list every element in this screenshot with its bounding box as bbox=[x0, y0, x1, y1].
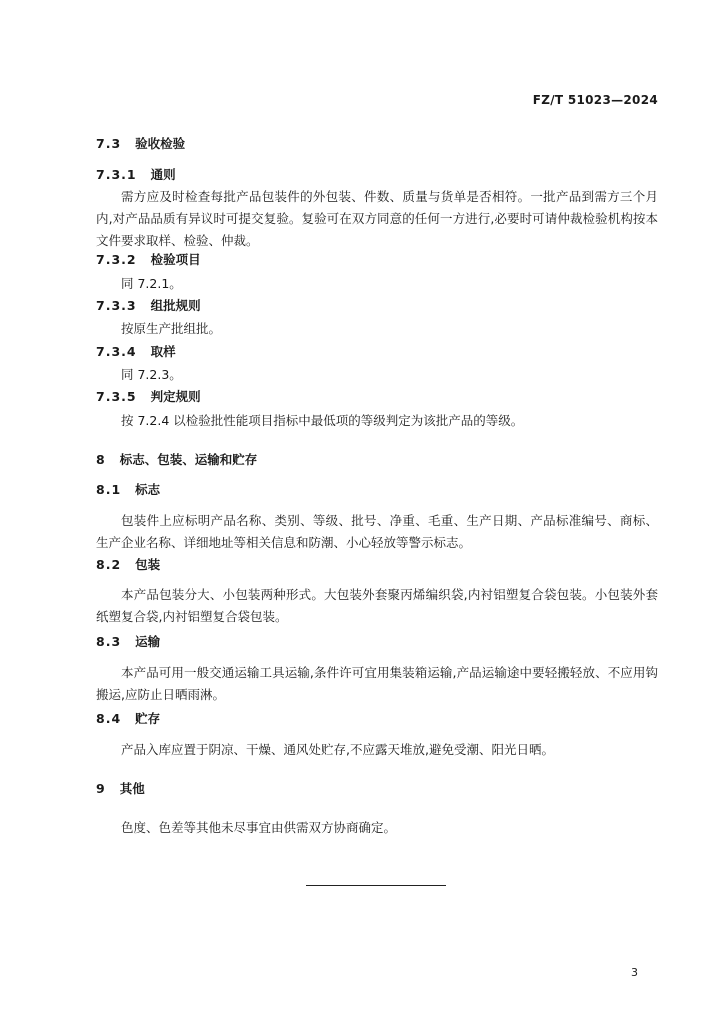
section-number: 8.4 bbox=[96, 711, 122, 726]
paragraph: 本产品包装分大、小包装两种形式。大包装外套聚丙烯编织袋,内衬铝塑复合袋包装。小包装外套纸塑复合袋,内衬铝塑复合袋包装。 bbox=[96, 587, 658, 624]
section-7-3-4-body bbox=[96, 364, 658, 386]
paragraph: 按 7.2.4 以检验批性能项目指标中最低项的等级判定为该批产品的等级。 bbox=[121, 413, 524, 428]
section-title: 组批规则 bbox=[150, 298, 201, 313]
paragraph: 色度、色差等其他未尽事宜由供需双方协商确定。 bbox=[121, 820, 397, 835]
section-number: 7.3.4 bbox=[96, 344, 137, 359]
section-8-3-heading bbox=[96, 634, 160, 650]
section-title: 验收检验 bbox=[135, 136, 186, 151]
section-number: 8.3 bbox=[96, 634, 122, 649]
section-8-1-body bbox=[96, 510, 658, 554]
section-9-body bbox=[96, 817, 658, 839]
paragraph: 产品入库应置于阴凉、干燥、通风处贮存,不应露天堆放,避免受潮、阳光日晒。 bbox=[121, 742, 554, 757]
section-8-2-heading bbox=[96, 557, 160, 573]
paragraph: 同 7.2.3。 bbox=[121, 367, 182, 382]
section-title: 标志 bbox=[135, 482, 161, 497]
section-8-4-heading bbox=[96, 711, 160, 727]
section-8-1-heading bbox=[96, 482, 160, 498]
section-title: 检验项目 bbox=[150, 252, 201, 267]
section-7-3-5-body bbox=[96, 410, 658, 432]
section-title: 标志、包装、运输和贮存 bbox=[119, 452, 258, 467]
section-title: 通则 bbox=[150, 167, 176, 182]
section-title: 包装 bbox=[135, 557, 161, 572]
section-8-2-body bbox=[96, 584, 658, 628]
section-title: 取样 bbox=[150, 344, 176, 359]
section-title: 运输 bbox=[135, 634, 161, 649]
section-number: 7.3.3 bbox=[96, 298, 137, 313]
section-7-3-3-heading bbox=[96, 298, 201, 314]
section-7-3-3-body bbox=[96, 318, 658, 340]
paragraph: 包装件上应标明产品名称、类别、等级、批号、净重、毛重、生产日期、产品标准编号、商标、生产企业名称、详细地址等相关信息和防潮、小心轻放等警示标志。 bbox=[96, 513, 658, 550]
paragraph: 需方应及时检查每批产品包装件的外包装、件数、质量与货单是否相符。一批产品到需方三个月内,对产品品质有异议时可提交复验。复验可在双方同意的任何一方进行,必要时可请仲裁检验机构按本文件要求取样、检验、仲裁。 bbox=[96, 189, 658, 248]
section-8-heading bbox=[96, 452, 257, 468]
section-7-3-4-heading bbox=[96, 344, 176, 360]
end-of-document-rule bbox=[306, 885, 446, 886]
paragraph: 同 7.2.1。 bbox=[121, 276, 182, 291]
paragraph: 本产品可用一般交通运输工具运输,条件许可宜用集装箱运输,产品运输途中要轻搬轻放、不应用钩搬运,应防止日晒雨淋。 bbox=[96, 665, 658, 702]
document-number: FZ/T 51023—2024 bbox=[532, 93, 658, 107]
section-8-4-body bbox=[96, 739, 658, 761]
page-number: 3 bbox=[631, 966, 638, 979]
section-7-3-2-body bbox=[96, 273, 658, 295]
section-number: 8 bbox=[96, 452, 106, 467]
section-number: 8.2 bbox=[96, 557, 122, 572]
section-number: 7.3 bbox=[96, 136, 122, 151]
section-7-3-5-heading bbox=[96, 389, 201, 405]
section-title: 判定规则 bbox=[150, 389, 201, 404]
section-title: 贮存 bbox=[135, 711, 161, 726]
section-number: 7.3.2 bbox=[96, 252, 137, 267]
paragraph: 按原生产批组批。 bbox=[121, 321, 222, 336]
section-number: 9 bbox=[96, 781, 106, 796]
section-7-3-heading bbox=[96, 136, 185, 152]
section-7-3-1-heading bbox=[96, 167, 176, 183]
section-number: 7.3.1 bbox=[96, 167, 137, 182]
section-number: 7.3.5 bbox=[96, 389, 137, 404]
section-7-3-2-heading bbox=[96, 252, 201, 268]
section-9-heading bbox=[96, 781, 145, 797]
section-8-3-body bbox=[96, 662, 658, 706]
section-7-3-1-body bbox=[96, 186, 658, 252]
section-title: 其他 bbox=[119, 781, 145, 796]
section-number: 8.1 bbox=[96, 482, 122, 497]
